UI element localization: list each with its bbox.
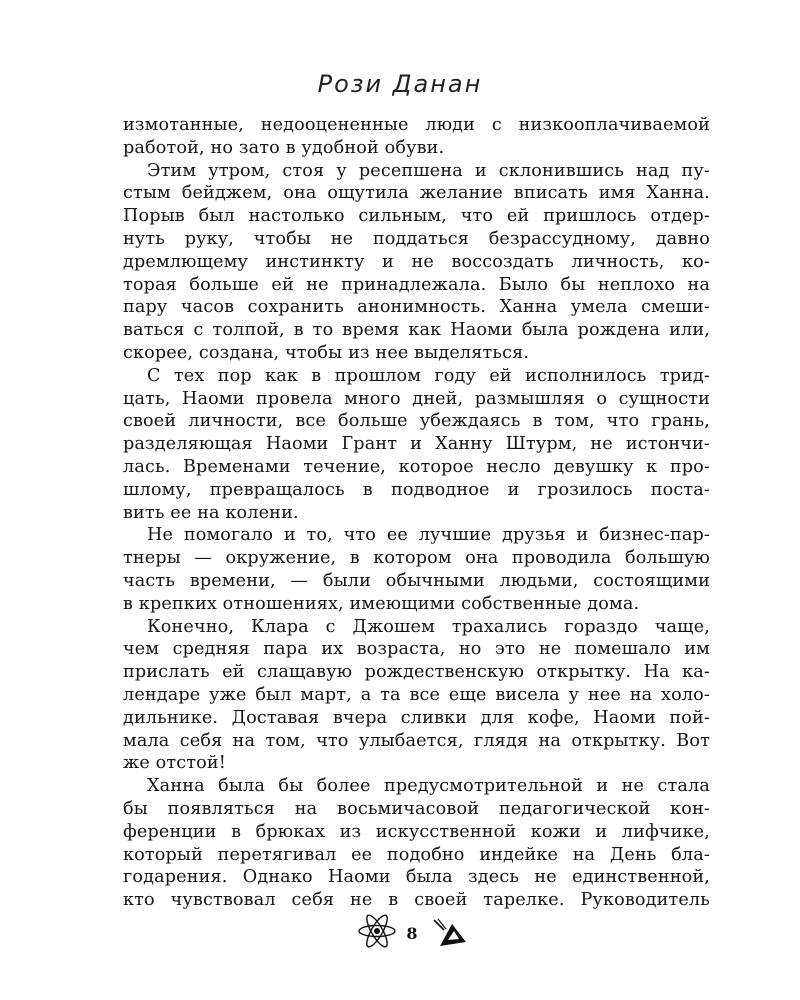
text-line: работой, но зато в удобной обуви. <box>123 137 445 158</box>
text-line: который перетягивал ее подобно индейке на День бла- <box>123 844 710 865</box>
text-line: своей личности, все больше убеждаясь в том, что грань, <box>123 411 710 432</box>
text-line: Ханна была бы более предусмотрительной и не стала <box>147 776 710 797</box>
text-line: торая больше ей не принадлежала. Было бы неплохо на <box>123 274 710 295</box>
text-line: мала себя на том, что улыбается, глядя на открытку. Вот <box>123 730 710 751</box>
text-line: дремлющему инстинкту и не воссоздать личность, ко- <box>123 251 710 272</box>
text-line: годарения. Однако Наоми была здесь не единственной, <box>123 867 710 888</box>
text-line: разделяющая Наоми Грант и Ханну Штурм, не истончи- <box>123 434 710 455</box>
text-line: Порыв был настолько сильным, что ей пришлось отдер- <box>123 206 710 227</box>
text-line: в крепких отношениях, имеющими собственные дома. <box>123 593 640 614</box>
text-line: С тех пор как в прошлом году ей исполнилось трид- <box>147 365 710 386</box>
text-line: измотанные, недооцененные люди с низкооплачиваемой <box>123 115 710 135</box>
text-line: ваться с толпой, в то время как Наоми была рождена или, <box>123 320 710 341</box>
text-line: шлому, превращалось в подводное и грозилось поста- <box>123 479 710 500</box>
text-line: Конечно, Клара с Джошем трахались гораздо чаще, <box>147 616 710 637</box>
text-line: лась. Временами течение, которое несло девушку к про- <box>123 456 710 477</box>
body-text <box>123 114 710 912</box>
text-line: тнеры — окружение, в котором она проводила большую <box>123 548 710 569</box>
text-line: стым бейджем, она ощутила желание вписать имя Ханна. <box>123 183 710 204</box>
text-line: часть времени, — были обычными людьми, состоящими <box>123 570 710 591</box>
text-line: кто чувствовал себя не в своей тарелке. Руководитель <box>123 890 710 911</box>
text-line: скорее, создана, чтобы из нее выделяться. <box>123 342 530 363</box>
text-line: лендаре уже был март, а та все еще висела у нее на холо- <box>123 684 710 705</box>
text-line: Этим утром, стоя у ресепшена и склонившись над пу- <box>147 160 710 181</box>
text-line: вить ее на колени. <box>123 502 299 523</box>
text-line: чем средняя пара их возраста, но это не помешало им <box>123 639 710 660</box>
text-line: пару часов сохранить анонимность. Ханна умела смеши- <box>123 297 710 318</box>
atom-icon <box>356 914 398 952</box>
page-number: 8 <box>406 924 418 943</box>
page-footer <box>0 914 800 950</box>
text-line: дильнике. Доставая вчера сливки для кофе, Наоми пой- <box>123 707 710 728</box>
text-line: прислать ей слащавую рождественскую открытку. На ка- <box>123 662 710 683</box>
text-line: бы появляться на восьмичасовой педагогической кон- <box>123 798 710 819</box>
text-line: нуть руку, чтобы не поддаться безрассудному, давно <box>123 228 710 249</box>
text-line: же отстой! <box>123 753 226 774</box>
text-line: ференции в брюках из искусственной кожи и лифчике, <box>123 821 710 842</box>
text-line: Не помогало и то, что ее лучшие друзья и бизнес-пар- <box>147 525 710 546</box>
running-title: Рози Данан <box>317 70 483 98</box>
text-line: цать, Наоми провела много дней, размышляя о сущности <box>123 388 710 409</box>
pyramid-icon <box>430 918 468 952</box>
